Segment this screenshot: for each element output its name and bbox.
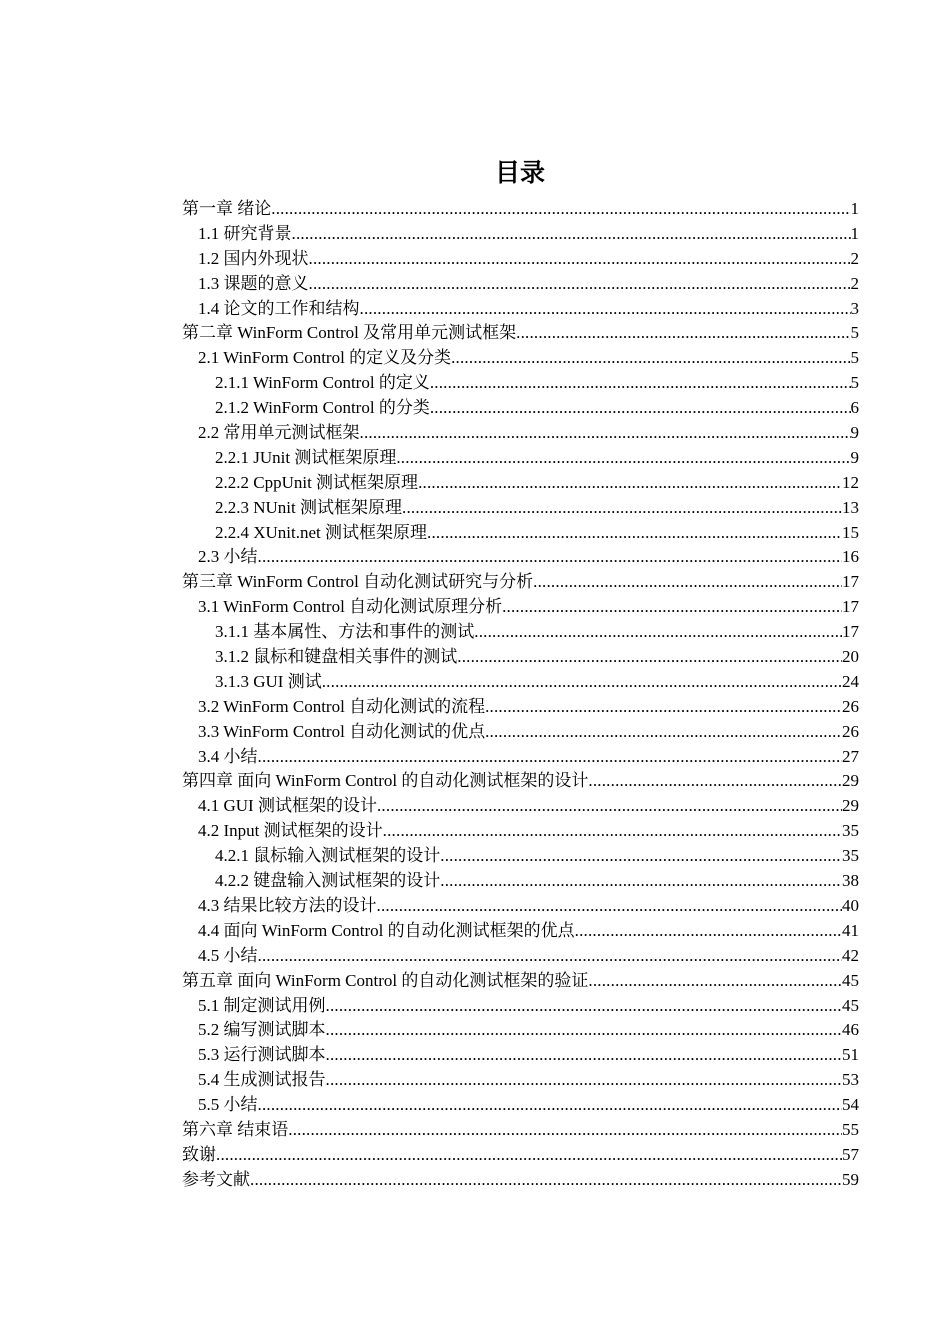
toc-entry-label: 3.1.1 基本属性、方法和事件的测试 xyxy=(215,622,475,642)
toc-entry-page-number: 12 xyxy=(842,472,859,492)
toc-entry-page-number: 17 xyxy=(842,622,859,642)
toc-entry[interactable] xyxy=(182,1018,859,1043)
toc-entry-page-number: 38 xyxy=(842,871,859,891)
toc-entry-page-number: 53 xyxy=(842,1070,859,1090)
toc-entry-page-number: 5 xyxy=(850,373,859,393)
toc-entry-page-number: 2 xyxy=(850,248,859,268)
toc-entry[interactable] xyxy=(182,521,859,546)
toc-entry[interactable] xyxy=(182,695,859,720)
toc-entry-page-number: 45 xyxy=(842,995,859,1015)
toc-entry[interactable] xyxy=(182,844,859,869)
toc-entry[interactable] xyxy=(182,321,859,346)
toc-entry-label: 5.3 运行测试脚本 xyxy=(198,1045,326,1065)
toc-leader-dots xyxy=(430,396,851,421)
toc-entry[interactable] xyxy=(182,421,859,446)
toc-entry[interactable] xyxy=(182,570,859,595)
toc-leader-dots xyxy=(258,1093,843,1118)
toc-entry-label: 5.1 制定测试用例 xyxy=(198,995,326,1015)
toc-entry-label: 1.4 论文的工作和结构 xyxy=(198,298,360,318)
toc-entry-label: 2.2.3 NUnit 测试框架原理 xyxy=(215,497,402,517)
toc-entry[interactable] xyxy=(182,595,859,620)
toc-entry-page-number: 1 xyxy=(850,199,859,218)
toc-entry-page-number: 59 xyxy=(842,1169,859,1189)
table-of-contents xyxy=(182,197,859,1193)
toc-entry[interactable] xyxy=(182,620,859,645)
toc-entry-label: 第三章 WinForm Control 自动化测试研究与分析 xyxy=(182,572,534,592)
toc-leader-dots xyxy=(402,496,842,521)
toc-leader-dots xyxy=(250,1168,842,1193)
toc-leader-dots xyxy=(360,421,851,446)
toc-entry[interactable] xyxy=(182,944,859,969)
toc-entry-page-number: 42 xyxy=(842,945,859,965)
toc-entry[interactable] xyxy=(182,297,859,322)
toc-entry-label: 3.2 WinForm Control 自动化测试的流程 xyxy=(198,696,486,716)
toc-leader-dots xyxy=(575,919,842,944)
toc-entry-label: 4.4 面向 WinForm Control 的自动化测试框架的优点 xyxy=(198,920,575,940)
toc-entry[interactable] xyxy=(182,371,859,396)
toc-entry[interactable] xyxy=(182,994,859,1019)
toc-title: 目录 xyxy=(494,158,545,187)
toc-entry-page-number: 55 xyxy=(842,1119,859,1139)
toc-leader-dots xyxy=(271,197,850,222)
toc-leader-dots xyxy=(288,1118,842,1143)
toc-leader-dots xyxy=(360,297,851,322)
toc-entry-page-number: 26 xyxy=(842,696,859,716)
toc-entry-label: 2.2.4 XUnit.net 测试框架原理 xyxy=(215,522,428,542)
toc-entry-label: 2.1.1 WinForm Control 的定义 xyxy=(215,373,430,393)
toc-leader-dots xyxy=(418,471,842,496)
toc-leader-dots xyxy=(216,1143,842,1168)
toc-leader-dots xyxy=(309,272,851,297)
toc-entry-page-number: 54 xyxy=(842,1095,859,1115)
toc-entry[interactable] xyxy=(182,396,859,421)
toc-entry-label: 5.4 生成测试报告 xyxy=(198,1070,326,1090)
toc-leader-dots xyxy=(451,346,850,371)
toc-entry-label: 第四章 面向 WinForm Control 的自动化测试框架的设计 xyxy=(182,771,589,791)
toc-leader-dots xyxy=(377,894,843,919)
toc-leader-dots xyxy=(430,371,851,396)
toc-entry-label: 4.5 小结 xyxy=(198,945,258,965)
toc-entry-page-number: 51 xyxy=(842,1045,859,1065)
toc-entry-page-number: 15 xyxy=(842,522,859,542)
toc-entry-label: 1.1 研究背景 xyxy=(198,223,292,243)
toc-entry-label: 3.1.2 鼠标和键盘相关事件的测试 xyxy=(215,647,458,667)
toc-entry-page-number: 16 xyxy=(842,547,859,567)
toc-entry[interactable] xyxy=(182,645,859,670)
toc-leader-dots xyxy=(502,595,842,620)
toc-entry-page-number: 2 xyxy=(850,273,859,293)
toc-leader-dots xyxy=(326,994,843,1019)
toc-entry[interactable] xyxy=(182,1068,859,1093)
toc-leader-dots xyxy=(258,545,843,570)
toc-entry-page-number: 24 xyxy=(842,671,859,691)
toc-leader-dots xyxy=(292,222,851,247)
toc-entry-label: 2.3 小结 xyxy=(198,547,258,567)
toc-leader-dots xyxy=(427,521,842,546)
toc-entry-label: 2.1 WinForm Control 的定义及分类 xyxy=(198,348,452,368)
toc-entry[interactable] xyxy=(182,471,859,496)
toc-leader-dots xyxy=(474,620,842,645)
toc-leader-dots xyxy=(533,570,842,595)
toc-entry-page-number: 41 xyxy=(842,920,859,940)
toc-entry-label: 第二章 WinForm Control 及常用单元测试框架 xyxy=(182,323,517,343)
toc-leader-dots xyxy=(377,794,842,819)
toc-leader-dots xyxy=(516,321,850,346)
toc-entry-page-number: 40 xyxy=(842,895,859,915)
toc-entry-page-number: 1 xyxy=(850,223,859,243)
toc-entry-page-number: 57 xyxy=(842,1144,859,1164)
toc-leader-dots xyxy=(326,1043,843,1068)
toc-entry-page-number: 17 xyxy=(842,572,859,592)
toc-entry-label: 3.4 小结 xyxy=(198,746,258,766)
toc-entry[interactable] xyxy=(182,496,859,521)
toc-leader-dots xyxy=(326,1018,843,1043)
toc-entry[interactable] xyxy=(182,670,859,695)
toc-entry-page-number: 13 xyxy=(842,497,859,517)
toc-entry-page-number: 5 xyxy=(850,323,859,343)
toc-leader-dots xyxy=(457,645,842,670)
toc-entry[interactable] xyxy=(182,346,859,371)
toc-entry[interactable] xyxy=(182,222,859,247)
toc-entry-page-number: 9 xyxy=(850,423,859,443)
toc-entry-label: 4.2.1 鼠标输入测试框架的设计 xyxy=(215,846,441,866)
toc-entry[interactable] xyxy=(182,819,859,844)
toc-leader-dots xyxy=(588,769,842,794)
toc-entry[interactable] xyxy=(182,969,859,994)
toc-entry[interactable] xyxy=(182,1093,859,1118)
toc-leader-dots xyxy=(258,944,843,969)
toc-entry[interactable] xyxy=(182,545,859,570)
toc-entry-page-number: 5 xyxy=(850,348,859,368)
toc-entry-page-number: 35 xyxy=(842,821,859,841)
toc-entry[interactable] xyxy=(182,272,859,297)
toc-entry[interactable] xyxy=(182,247,859,272)
toc-leader-dots xyxy=(258,745,843,770)
toc-entry-page-number: 26 xyxy=(842,721,859,741)
toc-entry-page-number: 35 xyxy=(842,846,859,866)
toc-entry-page-number: 29 xyxy=(842,771,859,791)
toc-entry[interactable] xyxy=(182,446,859,471)
toc-leader-dots xyxy=(485,695,842,720)
toc-leader-dots xyxy=(322,670,842,695)
toc-entry-page-number: 17 xyxy=(842,597,859,617)
toc-leader-dots xyxy=(383,819,842,844)
toc-entry-page-number: 3 xyxy=(850,298,859,318)
toc-entry-page-number: 45 xyxy=(842,970,859,990)
toc-entry[interactable] xyxy=(182,1118,859,1143)
toc-entry-label: 致谢 xyxy=(182,1144,216,1164)
toc-leader-dots xyxy=(309,247,851,272)
toc-entry[interactable] xyxy=(182,869,859,894)
toc-leader-dots xyxy=(588,969,842,994)
toc-leader-dots xyxy=(440,869,842,894)
toc-entry-label: 3.1 WinForm Control 自动化测试原理分析 xyxy=(198,597,503,617)
toc-entry[interactable] xyxy=(182,919,859,944)
toc-entry-page-number: 20 xyxy=(842,647,859,667)
toc-entry[interactable] xyxy=(182,1168,859,1193)
toc-entry-label: 2.1.2 WinForm Control 的分类 xyxy=(215,398,430,418)
toc-entry[interactable] xyxy=(182,769,859,794)
toc-entry-label: 2.2 常用单元测试框架 xyxy=(198,423,360,443)
toc-entry-label: 4.2.2 键盘输入测试框架的设计 xyxy=(215,871,441,891)
toc-entry-label: 2.2.2 CppUnit 测试框架原理 xyxy=(215,472,419,492)
toc-entry-page-number: 46 xyxy=(842,1020,859,1040)
toc-entry[interactable] xyxy=(182,894,859,919)
toc-entry[interactable] xyxy=(182,794,859,819)
toc-entry-page-number: 9 xyxy=(850,447,859,467)
toc-entry-label: 5.2 编写测试脚本 xyxy=(198,1020,326,1040)
toc-entry-label: 1.3 课题的意义 xyxy=(198,273,309,293)
toc-entry[interactable] xyxy=(182,197,859,222)
toc-entry-label: 第五章 面向 WinForm Control 的自动化测试框架的验证 xyxy=(182,970,589,990)
toc-leader-dots xyxy=(440,844,842,869)
toc-entry-label: 第六章 结束语 xyxy=(182,1119,289,1139)
toc-entry[interactable] xyxy=(182,1043,859,1068)
toc-entry-label: 3.3 WinForm Control 自动化测试的优点 xyxy=(198,721,486,741)
toc-entry-page-number: 27 xyxy=(842,746,859,766)
toc-entry[interactable] xyxy=(182,720,859,745)
toc-entry-label: 4.2 Input 测试框架的设计 xyxy=(198,821,383,841)
toc-entry-label: 4.1 GUI 测试框架的设计 xyxy=(198,796,377,816)
toc-entry[interactable] xyxy=(182,745,859,770)
toc-entry-page-number: 29 xyxy=(842,796,859,816)
toc-entry-label: 4.3 结果比较方法的设计 xyxy=(198,895,377,915)
toc-entry-page-number: 6 xyxy=(850,398,859,418)
toc-entry-label: 5.5 小结 xyxy=(198,1095,258,1115)
toc-entry-label: 第一章 绪论 xyxy=(182,199,272,218)
toc-entry[interactable] xyxy=(182,1143,859,1168)
toc-entry-label: 参考文献 xyxy=(182,1169,250,1189)
toc-leader-dots xyxy=(396,446,850,471)
toc-entry-label: 1.2 国内外现状 xyxy=(198,248,309,268)
toc-leader-dots xyxy=(485,720,842,745)
toc-leader-dots xyxy=(326,1068,843,1093)
toc-entry-label: 2.2.1 JUnit 测试框架原理 xyxy=(215,447,397,467)
toc-entry-label: 3.1.3 GUI 测试 xyxy=(215,671,322,691)
